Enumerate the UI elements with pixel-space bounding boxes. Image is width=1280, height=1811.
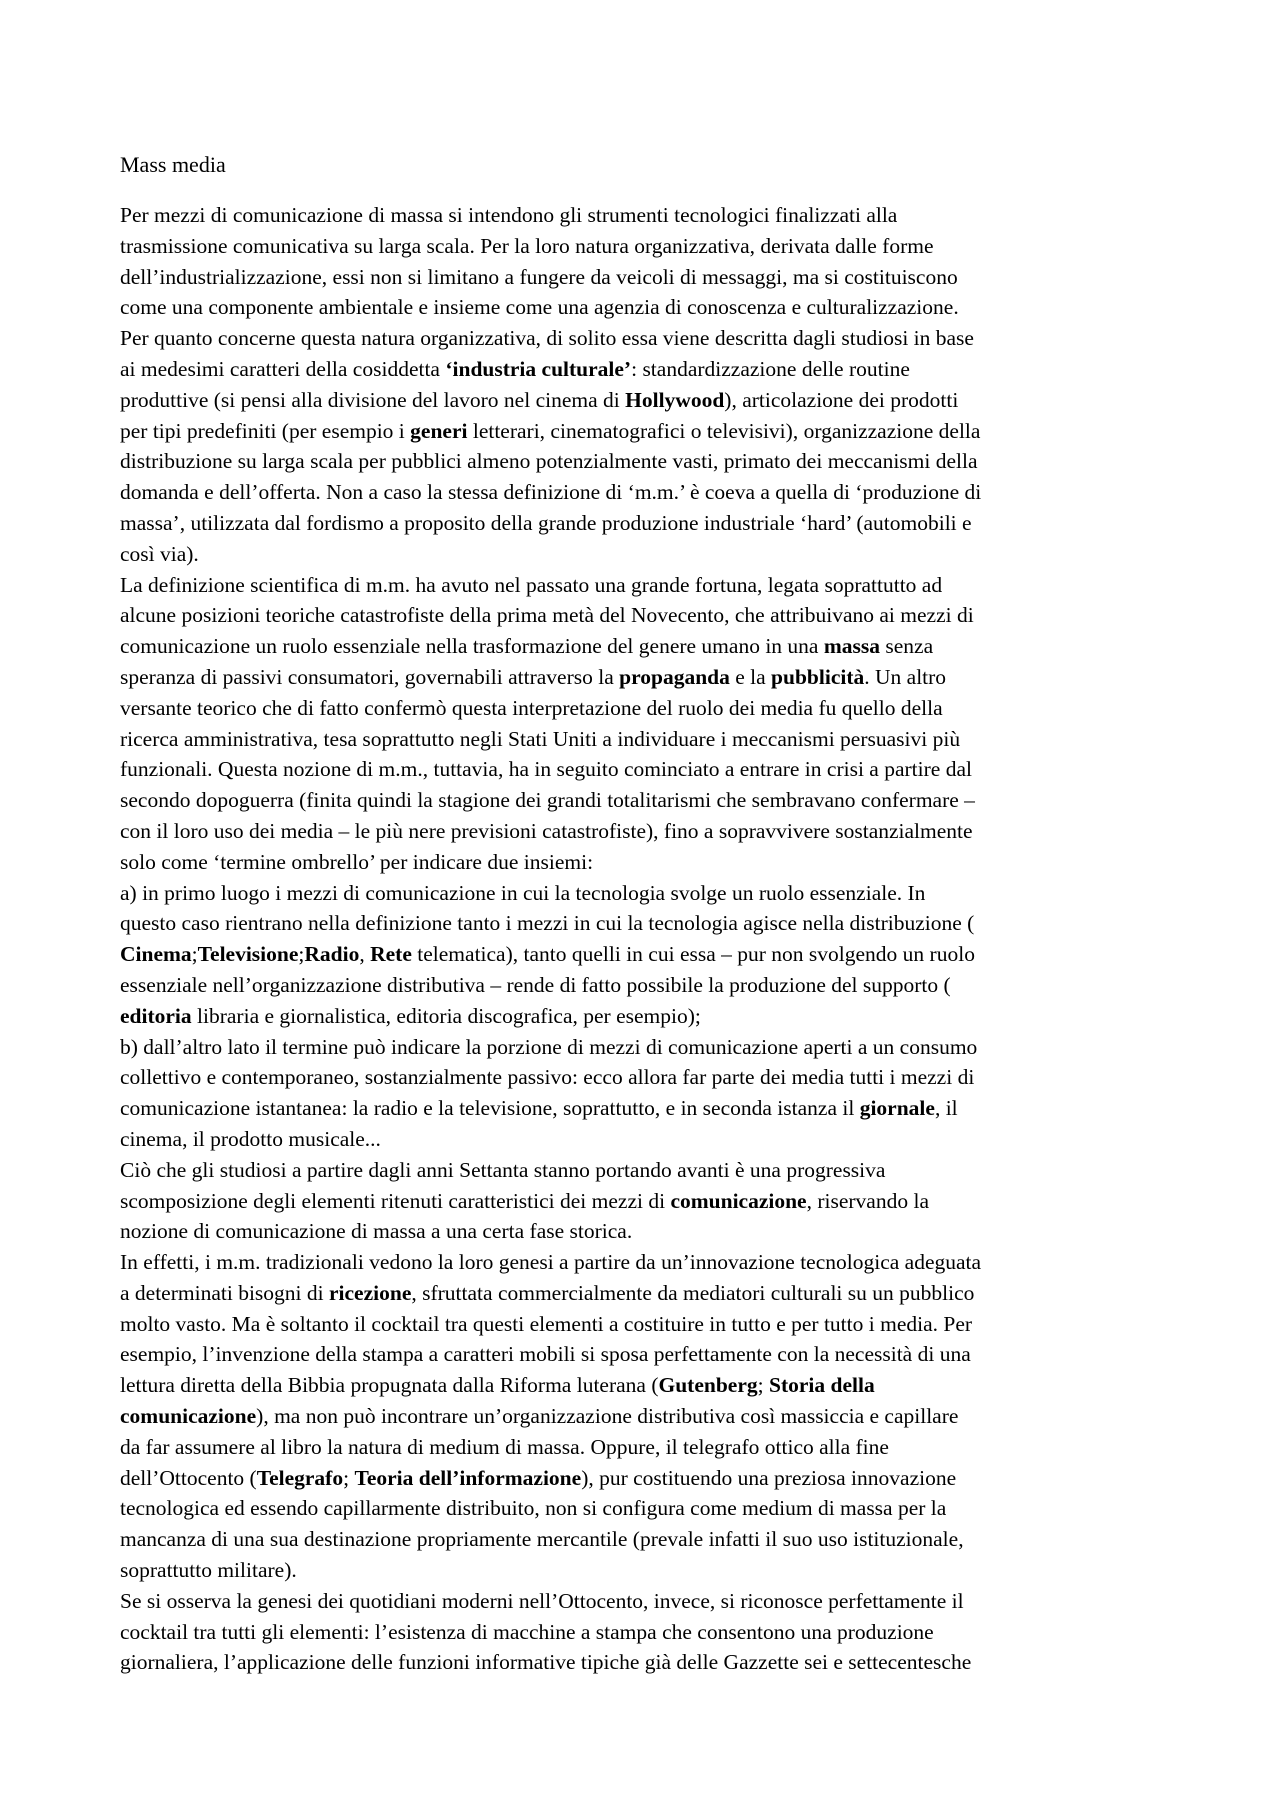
text-run: come una componente ambientale e insieme come una agenzia di conoscenza e culturalizzazione. (120, 295, 959, 320)
text-run: produttive (si pensi alla divisione del lavoro nel cinema di (120, 387, 626, 412)
text-run: ), pur costituendo una preziosa innovazione (581, 1465, 957, 1490)
text-line (120, 816, 1166, 847)
text-line (120, 416, 1166, 447)
text-run: : standardizzazione delle routine (631, 356, 910, 381)
text-run: La definizione scientifica di m.m. ha avuto nel passato una grande fortuna, legata soprattutto ad (120, 572, 943, 597)
text-run: . Un altro (864, 664, 947, 689)
bold-keyword: comunicazione (120, 1404, 257, 1429)
text-run: secondo dopoguerra (finita quindi la stagione dei grandi totalitarismi che sembravano confermare – (120, 788, 975, 813)
text-line (120, 1617, 1166, 1648)
text-line (120, 1062, 1166, 1093)
text-run: trasmissione comunicativa su larga scala. Per la loro natura organizzativa, derivata dalle forme (120, 233, 934, 258)
bold-keyword: Radio (304, 942, 360, 967)
text-run: e la (729, 664, 772, 689)
text-run: a determinati bisogni di (120, 1280, 329, 1305)
text-run: Se si osserva la genesi dei quotidiani moderni nell’Ottocento, invece, si riconosce perfettamente il (120, 1588, 964, 1613)
bold-keyword: Gutenberg (658, 1373, 758, 1398)
text-run: con il loro uso dei media – le più nere previsioni catastrofiste), fino a sopravvivere sostanzialmente (120, 818, 973, 843)
text-line (120, 508, 1166, 539)
text-line (120, 939, 1166, 970)
bold-keyword: ricezione (329, 1280, 412, 1305)
text-line (120, 1401, 1166, 1432)
text-line (120, 631, 1166, 662)
bold-keyword: editoria (120, 1003, 192, 1028)
bold-keyword: comunicazione (670, 1188, 807, 1213)
text-run: da far assumere al libro la natura di medium di massa. Oppure, il telegrafo ottico alla fine (120, 1434, 889, 1459)
bold-keyword: Rete (370, 942, 412, 967)
text-run: speranza di passivi consumatori, governabili attraverso la (120, 664, 620, 689)
text-line (120, 847, 1166, 878)
bold-keyword: Cinema (120, 942, 192, 967)
text-run: collettivo e contemporaneo, sostanzialmente passivo: ecco allora far parte dei media tutti i mezzi di (120, 1065, 975, 1090)
text-line (120, 1555, 1166, 1586)
text-run: distribuzione su larga scala per pubblici almeno potenzialmente vasti, primato dei meccanismi della (120, 449, 978, 474)
bold-keyword: giornale (859, 1096, 935, 1121)
text-run: nozione di comunicazione di massa a una certa fase storica. (120, 1219, 633, 1244)
text-run: dell’Ottocento ( (120, 1465, 257, 1490)
text-line (120, 1432, 1166, 1463)
text-line (120, 292, 1166, 323)
text-run: comunicazione istantanea: la radio e la televisione, soprattutto, e in seconda istanza il (120, 1096, 860, 1121)
text-run: massa’, utilizzata dal fordismo a proposito della grande produzione industriale ‘hard’ (automobili e (120, 510, 972, 535)
text-line (120, 323, 1166, 354)
text-line (120, 200, 1166, 231)
bold-keyword: generi (410, 418, 468, 443)
text-run: solo come ‘termine ombrello’ per indicare due insiemi: (120, 849, 594, 874)
text-run: ai medesimi caratteri della cosiddetta (120, 356, 446, 381)
text-run: ; (343, 1465, 355, 1490)
text-run: ricerca amministrativa, tesa soprattutto negli Stati Uniti a individuare i meccanismi persuasivi più (120, 726, 961, 751)
bold-keyword: Storia della (769, 1373, 875, 1398)
text-run: b) dall’altro lato il termine può indicare la porzione di mezzi di comunicazione aperti a un consumo (120, 1034, 978, 1059)
text-line (120, 262, 1166, 293)
text-run: tecnologica ed essendo capillarmente distribuito, non si configura come medium di massa per la (120, 1496, 947, 1521)
text-line (120, 1155, 1166, 1186)
text-line (120, 570, 1166, 601)
text-line (120, 1124, 1166, 1155)
text-run: letterari, cinematografici o televisivi), organizzazione della (467, 418, 981, 443)
text-line (120, 1032, 1166, 1063)
text-line (120, 693, 1166, 724)
bold-keyword: Teoria dell’informazione (354, 1465, 582, 1490)
text-run: ; (191, 942, 198, 967)
text-run: telematica), tanto quelli in cui essa – pur non svolgendo un ruolo (411, 942, 975, 967)
text-run: In effetti, i m.m. tradizionali vedono la loro genesi a partire da un’innovazione tecnologica adeguata (120, 1250, 982, 1275)
text-line (120, 1309, 1166, 1340)
text-run: domanda e dell’offerta. Non a caso la stessa definizione di ‘m.m.’ è coeva a quella di ‘produzione di (120, 480, 982, 505)
bold-keyword: propaganda (619, 664, 730, 689)
text-line (120, 1524, 1166, 1555)
text-line (120, 1493, 1166, 1524)
text-run: scomposizione degli elementi ritenuti caratteristici dei mezzi di (120, 1188, 671, 1213)
bold-keyword: Hollywood (625, 387, 725, 412)
text-line (120, 1186, 1166, 1217)
text-run: cinema, il prodotto musicale... (120, 1126, 381, 1151)
bold-keyword: Telegrafo (256, 1465, 344, 1490)
body-text (120, 200, 1166, 1678)
text-run: lettura diretta della Bibbia propugnata dalla Riforma luterana ( (120, 1373, 659, 1398)
text-run: alcune posizioni teoriche catastrofiste della prima metà del Novecento, che attribuivano ai mezzi di (120, 603, 974, 628)
bold-keyword: Televisione (197, 942, 299, 967)
text-line (120, 1001, 1166, 1032)
text-run: dell’industrializzazione, essi non si limitano a fungere da veicoli di messaggi, ma si costituiscono (120, 264, 958, 289)
text-line (120, 1647, 1166, 1678)
text-run: a) in primo luogo i mezzi di comunicazione in cui la tecnologia svolge un ruolo essenziale. In (120, 880, 926, 905)
text-run: Ciò che gli studiosi a partire dagli anni Settanta stanno portando avanti è una progressiva (120, 1157, 886, 1182)
text-run: ), articolazione dei prodotti (724, 387, 959, 412)
text-run: , sfruttata commercialmente da mediatori culturali su un pubblico (411, 1280, 975, 1305)
text-run: molto vasto. Ma è soltanto il cocktail tra questi elementi a costituire in tutto e per tutto i media. Per (120, 1311, 973, 1336)
text-run: ; (757, 1373, 769, 1398)
text-run: Per quanto concerne questa natura organizzativa, di solito essa viene descritta dagli studiosi in base (120, 326, 974, 351)
text-line (120, 385, 1166, 416)
text-line (120, 785, 1166, 816)
text-run: versante teorico che di fatto confermò questa interpretazione del ruolo dei media fu quello della (120, 695, 943, 720)
text-line (120, 1247, 1166, 1278)
text-run: , riservando la (806, 1188, 929, 1213)
bold-keyword: massa (823, 634, 880, 659)
text-line (120, 724, 1166, 755)
text-line (120, 878, 1166, 909)
text-line (120, 600, 1166, 631)
text-run: libraria e giornalistica, editoria discografica, per esempio); (191, 1003, 701, 1028)
bold-keyword: ‘industria culturale’ (445, 356, 632, 381)
text-run: questo caso rientrano nella definizione tanto i mezzi in cui la tecnologia agisce nella distribuzione ( (120, 911, 975, 936)
text-line (120, 1586, 1166, 1617)
text-line (120, 908, 1166, 939)
text-run: giornaliera, l’applicazione delle funzioni informative tipiche già delle Gazzette sei e settecentesche (120, 1650, 972, 1675)
text-line (120, 1370, 1166, 1401)
text-run: funzionali. Questa nozione di m.m., tuttavia, ha in seguito cominciato a entrare in crisi a partire dal (120, 757, 972, 782)
text-run: esempio, l’invenzione della stampa a caratteri mobili si sposa perfettamente con la necessità di una (120, 1342, 971, 1367)
text-run: essenziale nell’organizzazione distributiva – rende di fatto possibile la produzione del supporto ( (120, 972, 951, 997)
text-line (120, 1216, 1166, 1247)
text-line (120, 662, 1166, 693)
text-run: per tipi predefiniti (per esempio i (120, 418, 411, 443)
text-run: così via). (120, 541, 199, 566)
text-line (120, 231, 1166, 262)
text-line (120, 754, 1166, 785)
text-line (120, 1278, 1166, 1309)
text-line (120, 477, 1166, 508)
text-run: mancanza di una sua destinazione propriamente mercantile (prevale infatti il suo uso istituzionale, (120, 1527, 964, 1552)
text-line (120, 354, 1166, 385)
text-run: , (359, 942, 371, 967)
text-run: ; (298, 942, 305, 967)
text-run: cocktail tra tutti gli elementi: l’esistenza di macchine a stampa che consentono una produzione (120, 1619, 934, 1644)
text-line (120, 1093, 1166, 1124)
text-run: ), ma non può incontrare un’organizzazione distributiva così massiccia e capillare (256, 1404, 959, 1429)
text-run: , il (934, 1096, 958, 1121)
text-run: senza (880, 634, 934, 659)
text-line (120, 1463, 1166, 1494)
text-line (120, 539, 1166, 570)
page-title: Mass media (120, 152, 226, 177)
text-run: comunicazione un ruolo essenziale nella trasformazione del genere umano in una (120, 634, 824, 659)
bold-keyword: pubblicità (771, 664, 865, 689)
text-line (120, 1339, 1166, 1370)
text-line (120, 970, 1166, 1001)
text-run: Per mezzi di comunicazione di massa si intendono gli strumenti tecnologici finalizzati alla (120, 203, 898, 227)
text-line (120, 446, 1166, 477)
text-run: soprattutto militare). (120, 1558, 297, 1583)
